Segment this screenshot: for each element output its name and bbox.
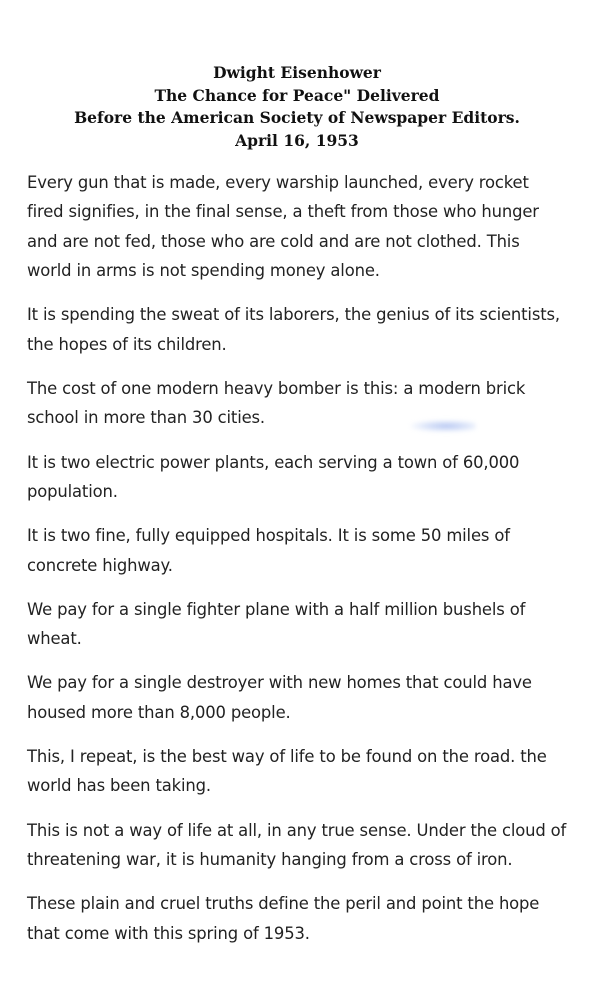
paragraph-7: We pay for a single destroyer with new homes that could have housed more than 8,000 people. — [27, 673, 532, 722]
paragraph-2: It is spending the sweat of its laborers, the genius of its scientists, the hopes of its children. — [27, 305, 560, 354]
speech-header — [27, 62, 567, 152]
paragraph-1: Every gun that is made, every warship launched, every rocket fired signifies, in the final sense, a theft from those who hunger and are not fed, those who are cold and are not clothed. This world in arms is not spending money alone. — [27, 173, 539, 281]
speech-title: The Chance for Peace" Delivered — [154, 85, 440, 105]
paragraph-8: This, I repeat, is the best way of life to be found on the road. the world has been taking. — [27, 747, 547, 796]
speech-venue: Before the American Society of Newspaper Editors. — [74, 108, 520, 127]
paragraph-5: It is two fine, fully equipped hospitals. It is some 50 miles of concrete highway. — [27, 526, 510, 575]
paragraph-10: These plain and cruel truths define the peril and point the hope that come with this spring of 1953. — [27, 894, 540, 943]
paragraph-4: It is two electric power plants, each serving a town of 60,000 population. — [27, 452, 520, 502]
speech-date: April 16, 1953 — [235, 130, 359, 150]
highlight-smudge — [410, 420, 476, 432]
speaker-name: Dwight Eisenhower — [213, 63, 381, 82]
paragraph-6: We pay for a single fighter plane with a half million bushels of wheat. — [27, 599, 526, 649]
speech-body — [27, 168, 567, 948]
paragraph-3: The cost of one modern heavy bomber is this: a modern brick school in more than 30 cities. — [27, 379, 526, 428]
paragraph-9: This is not a way of life at all, in any true sense. Under the cloud of threatening war, it is humanity hanging from a cross of iron. — [27, 820, 567, 870]
